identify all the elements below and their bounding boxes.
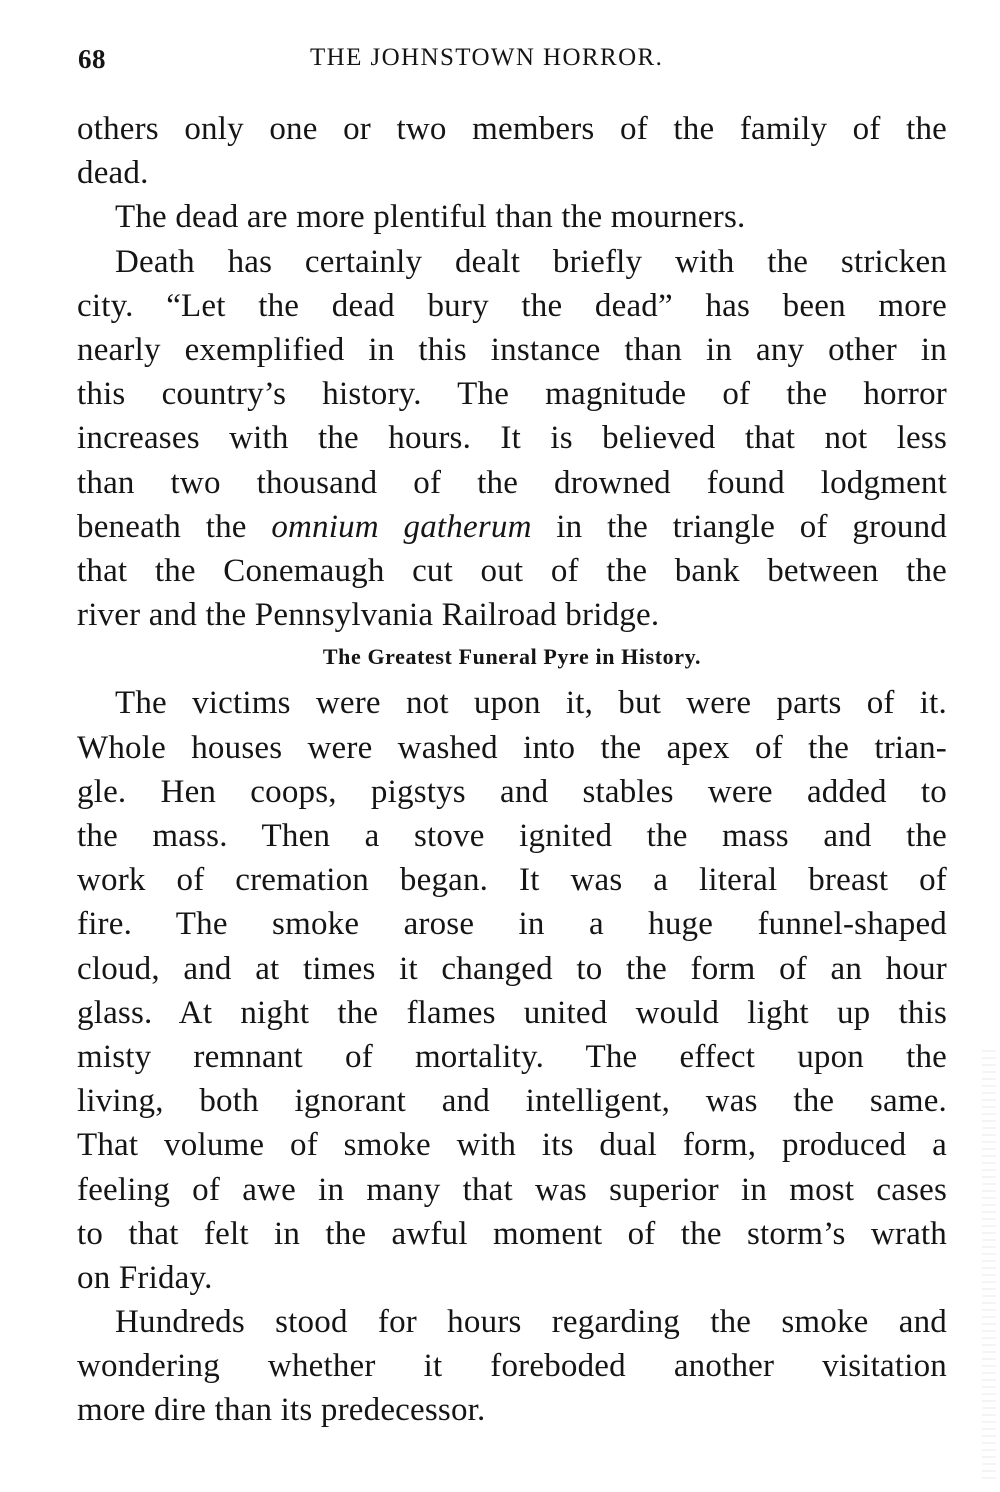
text-line: work of cremation began. It was a literal breast of <box>77 862 947 899</box>
text-line: river and the Pennsylvania Railroad bridge. <box>77 597 660 634</box>
text-line: increases with the hours. It is believed that not less <box>77 420 947 457</box>
text-line: the mass. Then a stove ignited the mass and the <box>77 818 947 854</box>
text-line: living, both ignorant and intelligent, was the same. <box>77 1083 947 1120</box>
text-line: gle. Hen coops, pigstys and stables were added to <box>77 773 947 810</box>
text-line: misty remnant of mortality. The effect upon the <box>77 1038 947 1075</box>
text-line: Death has certainly dealt briefly with the stricken <box>115 243 947 280</box>
running-head: THE JOHNSTOWN HORROR. <box>310 44 664 71</box>
text-line: That volume of smoke with its dual form, produced a <box>77 1127 947 1164</box>
italic-phrase: omnium gatherum <box>271 508 532 545</box>
text-line: glass. At night the flames united would light up this <box>77 994 947 1031</box>
text-line: on Friday. <box>77 1259 213 1296</box>
text-line: more dire than its predecessor. <box>77 1392 486 1429</box>
text-line: Whole houses were washed into the apex of the trian- <box>77 729 947 766</box>
page-number: 68 <box>78 44 106 74</box>
text-line: Hundreds stood for hours regarding the smoke and <box>115 1304 947 1341</box>
text-line: feeling of awe in many that was superior in most cases <box>77 1171 947 1208</box>
body-text <box>77 107 947 1433</box>
subheading-text: The Greatest Funeral Pyre in History. <box>322 644 702 670</box>
text-line: dead. <box>77 155 149 192</box>
text-run: beneath the <box>77 508 272 545</box>
text-line: this country’s history. The magnitude of the horror <box>77 376 947 413</box>
text-line: others only one or two members of the family of the <box>77 111 947 147</box>
text-line: cloud, and at times it changed to the form of an hour <box>77 950 947 987</box>
text-line: than two thousand of the drowned found lodgment <box>77 464 947 501</box>
text-line: The victims were not upon it, but were parts of it. <box>115 685 947 722</box>
text-line: The dead are more plentiful than the mourners. <box>115 199 746 236</box>
text-line: nearly exemplified in this instance than in any other in <box>77 331 947 368</box>
text-line: that the Conemaugh cut out of the bank between the <box>77 552 947 589</box>
text-line: fire. The smoke arose in a huge funnel-shaped <box>77 906 947 943</box>
page-header <box>78 40 948 80</box>
text-line: wondering whether it foreboded another visitation <box>77 1348 947 1385</box>
text-line: to that felt in the awful moment of the storm’s wrath <box>77 1215 947 1252</box>
section-subheading <box>77 637 947 681</box>
text-run: in the triangle of ground <box>531 508 948 545</box>
text-line-with-italic <box>77 505 947 549</box>
page-edge-speckle <box>982 1050 996 1480</box>
text-line: city. “Let the dead bury the dead” has been more <box>77 287 947 324</box>
